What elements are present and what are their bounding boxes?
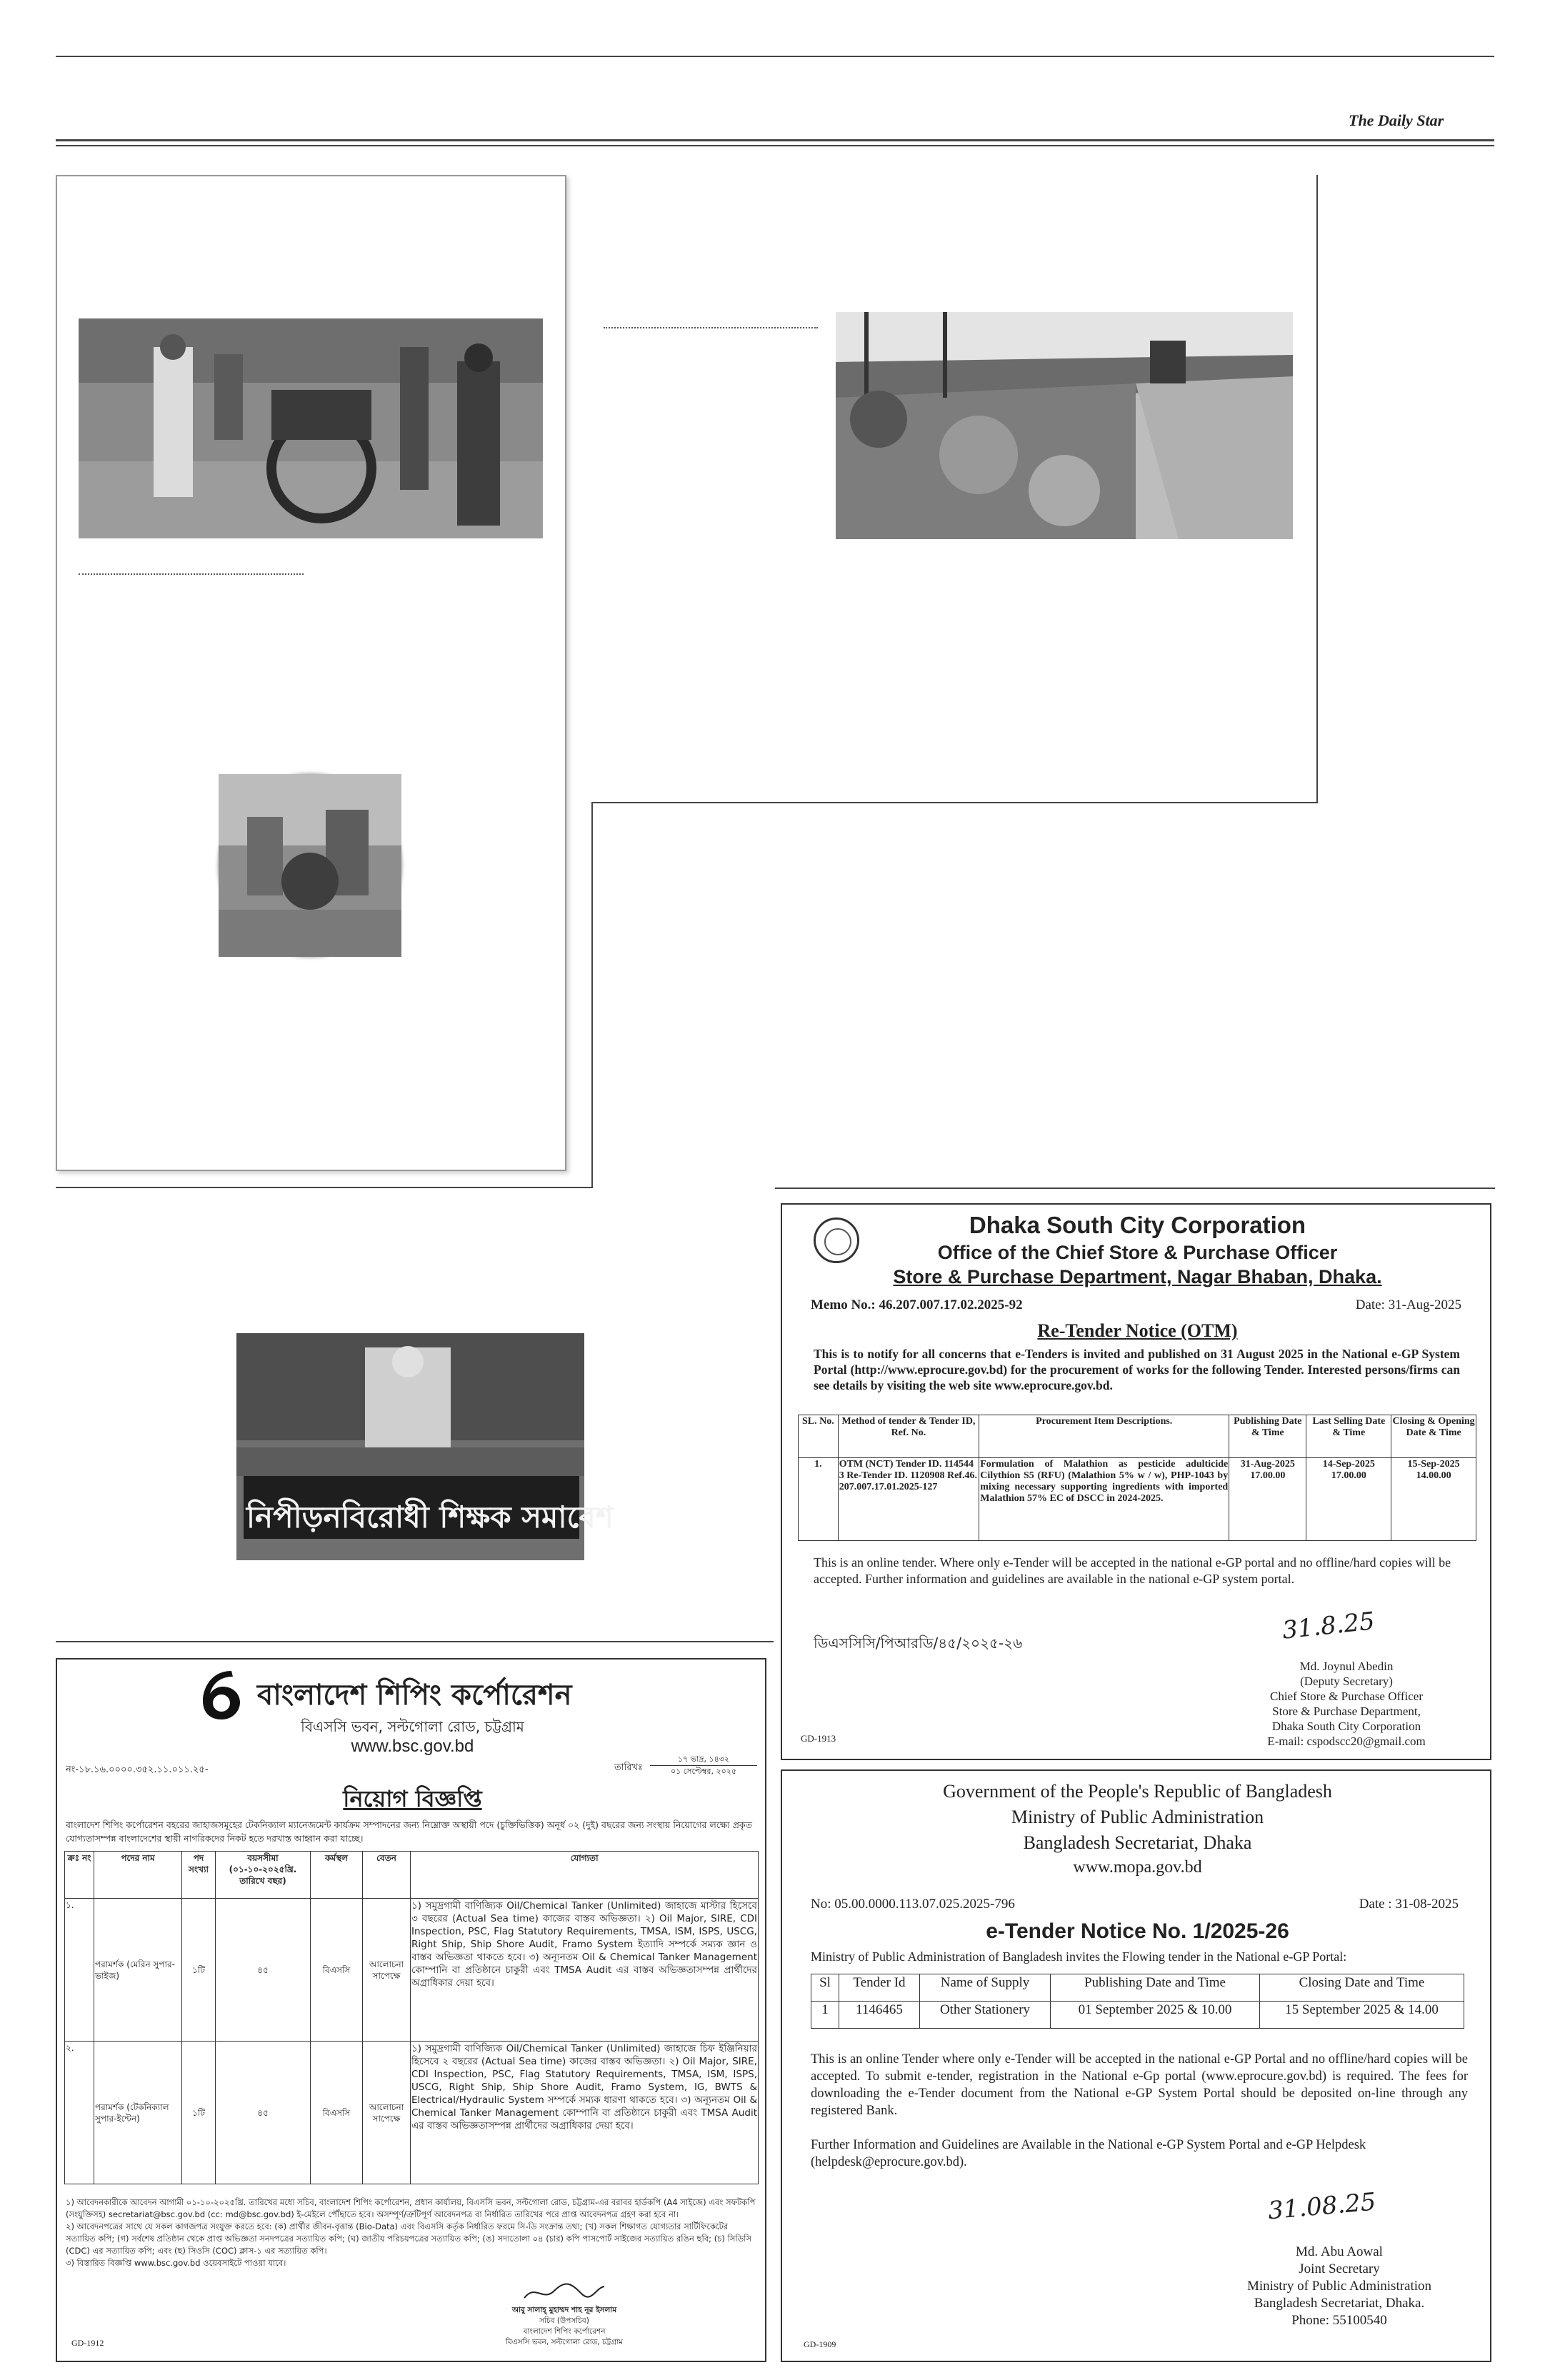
bsc-signer-rank: সচিব (উপসচিব) — [539, 2316, 589, 2325]
mopa-tender-notice — [781, 1769, 1491, 2362]
mopa-signer-address: Bangladesh Secretariat, Dhaka. — [1254, 2296, 1425, 2311]
photo-workers-machine — [79, 318, 543, 538]
dscc-dept: Store & Purchase Department, Nagar Bhaban, Dhaka. — [893, 1266, 1382, 1287]
mopa-signer — [1196, 2244, 1482, 2329]
bsc-td-pay-1: আলোচনা সাপেক্ষে — [363, 1899, 411, 2042]
dscc-th-sl: SL. No. — [799, 1415, 839, 1458]
mopa-td-id: 1146465 — [839, 2002, 920, 2029]
mopa-th-publish: Publishing Date and Time — [1051, 1974, 1260, 2002]
bsc-td-sl-2: ২. — [65, 2042, 94, 2184]
bsc-signer — [457, 2305, 671, 2348]
dscc-memo: Memo No.: 46.207.007.17.02.2025-92 — [811, 1297, 1023, 1312]
mopa-date: Date : 31-08-2025 — [1359, 1897, 1459, 1912]
bsc-note-2: ২) আবেদনপত্রের সাথে যে সকল কাগজপত্র সংযুক্ত করতে হবে: (ক) প্রার্থীর জীবন-বৃত্তান্ত (Bio-Data) এবং বিএসসি কর্তৃক নির্ধারিত ফরমে সি-ডি সংক্রান্ত তথ্য; (খ) সকল শিক্ষাগত যোগ্যতার সার্টিফিকেটের সত্যায়িত কপি; (গ) সর্বশেষ প্রতিষ্ঠান থেকে প্রাপ্ত অভিজ্ঞতা সনদপত্রের সত্যায়িত কপি; (ঘ) জাতীয় পরিচয়পত্রের সত্যায়িত কপি; (ঙ) সদ্যতোলা ০৪ (চার) কপি পাসপোর্ট সাইজের সত্যায়িত রঙিন ছবি; (চ) সিডিসি (CDC) এর সত্যায়িত কপি; এবং (ছ) সিওসি (COC) ক্লাস-১ এর সত্যায়িত কপি। — [66, 2221, 752, 2256]
dscc-heading: Re-Tender Notice (OTM) — [1037, 1320, 1238, 1341]
header-rule-1 — [56, 139, 1494, 141]
bsc-title: বাংলাদেশ শিপিং কর্পোরেশন — [257, 1679, 572, 1712]
dscc-td-method: OTM (NCT) Tender ID. 1145443 Re-Tender ID. 1120908 Ref.46.207.007.17.01.2025-127 — [838, 1458, 979, 1541]
bsc-date-bn: ১৭ ভাদ্র, ১৪৩২ — [650, 1754, 757, 1766]
bsc-signer-name: আবু সালাহ্‌ মুহাম্মদ শাহ নূর ইসলাম — [511, 2306, 617, 2314]
bsc-td-count-2: ১টি — [182, 2042, 216, 2184]
mopa-td-publish: 01 September 2025 & 10.00 — [1051, 2002, 1260, 2029]
dscc-signer-email: E-mail: cspodscc20@gmail.com — [1267, 1734, 1426, 1748]
bsc-signer-address: বিএসসি ভবন, সল্টগোলা রোড, চট্টগ্রাম — [505, 2338, 624, 2346]
mopa-line-2: Ministry of Public Administration — [1011, 1807, 1264, 1827]
dscc-th-closing: Closing & Opening Date & Time — [1391, 1415, 1476, 1458]
dscc-signer-org: Dhaka South City Corporation — [1271, 1719, 1421, 1733]
dscc-signer-name: Md. Joynul Abedin — [1299, 1660, 1394, 1673]
mopa-th-id: Tender Id — [839, 1974, 920, 2002]
bsc-th-sl: ক্রঃ নং — [65, 1852, 94, 1899]
caption-rule-2 — [604, 327, 818, 328]
mopa-th-sl: Sl — [811, 1974, 839, 2002]
mopa-td-closing: 15 September 2025 & 14.00 — [1260, 2002, 1464, 2029]
dscc-table — [798, 1415, 1476, 1541]
section-rule-left — [56, 1641, 774, 1642]
mopa-gd: GD-1909 — [804, 2339, 836, 2349]
bsc-date — [650, 1754, 757, 1777]
mopa-line-3: Bangladesh Secretariat, Dhaka — [1023, 1832, 1252, 1853]
mopa-signer-name: Md. Abu Aowal — [1296, 2244, 1383, 2259]
bsc-th-qual: যোগ্যতা — [411, 1852, 759, 1899]
bsc-td-sl-1: ১. — [65, 1899, 94, 2042]
dscc-th-desc: Procurement Item Descriptions. — [979, 1415, 1229, 1458]
dscc-th-publish: Publishing Date & Time — [1229, 1415, 1306, 1458]
top-rule — [56, 56, 1494, 57]
bsc-intro: বাংলাদেশ শিপিং কর্পোরেশন বহরের জাহাজসমূহের টেকনিক্যাল ম্যানেজমেন্ট কার্যক্রম সম্পাদনের জন্য নিম্নোক্ত অস্থায়ী পদে (চুক্তিভিত্তিক) অনূর্ধ ০২ (দুই) বছরের জন্য সংস্থায় নিয়োগের লক্ষ্যে প্রকৃত যোগ্যতাসম্পন্ন বাংলাদেশের স্থায়ী নাগরিকদের নিকট হতে দরখাস্ত আহ্বান করা যাচ্ছে। — [66, 1819, 753, 1844]
bsc-td-age-2: ৪৫ — [216, 2042, 311, 2184]
dscc-td-desc: Formulation of Malathion as pesticide adulticide Cilythion S5 (RFU) (Malathion 5% w / w), PHP-1043 by mixing necessary supporting ingredients with imported Malathion 57% EC of DSCC in 2024-2025. — [979, 1458, 1229, 1541]
bsc-gd: GD-1912 — [71, 2338, 104, 2348]
bsc-logo — [197, 1667, 246, 1722]
caption-rule-1 — [79, 573, 304, 575]
bsc-td-place-1: বিএসসি — [311, 1899, 363, 2042]
bsc-th-age: বয়সসীমা (০১-১০-২০২৫খ্রি. তারিখে বছর) — [216, 1852, 311, 1899]
bsc-recruitment-notice — [56, 1658, 766, 2362]
mopa-td-supply: Other Stationery — [920, 2002, 1051, 2029]
photo-circular-protest — [219, 774, 401, 957]
bsc-td-post-1: পরামর্শক (মেরিন সুপার-ভাইজ) — [94, 1899, 182, 2042]
mopa-table — [811, 1974, 1464, 2029]
dscc-signer-rank: (Deputy Secretary) — [1300, 1674, 1393, 1688]
dscc-td-selling: 14-Sep-2025 17.00.00 — [1306, 1458, 1391, 1541]
bsc-td-count-1: ১টি — [182, 1899, 216, 2042]
mopa-intro: Ministry of Public Administration of Bangladesh invites the Flowing tender in the National e-GP Portal: — [811, 1949, 1347, 1964]
bsc-notes — [66, 2196, 759, 2269]
banner-text: নিপীড়নবিরোধী শিক্ষক সমাবেশ — [246, 1500, 614, 1535]
dscc-date: Date: 31-Aug-2025 — [1355, 1297, 1461, 1312]
bsc-td-age-1: ৪৫ — [216, 1899, 311, 2042]
mopa-para-1: This is an online Tender where only e-Tender will be accepted in the national e-GP Portal and no offline/hard copies will be accepted. To submit e-tender, registration in the National e-Gp portal (www.eprocure.gov.bd) is required. The fees for downloading the e-Tender document from the National e-GP System Portal should be deposited on-line through any registered Bank. — [811, 2052, 1468, 2118]
dscc-title: Dhaka South City Corporation — [969, 1212, 1306, 1238]
bsc-td-qual-2: ১) সমুদ্রগামী বাণিজ্যিক Oil/Chemical Tanker (Unlimited) জাহাজে চিফ ইঞ্জিনিয়ার হিসেবে ২ বছরের (Actual Sea time) কাজের বাস্তব অভিজ্ঞতা। ২) Oil Major, SIRE, CDI Inspection, PSC, Flag Statutory Requirements, TMSA, ISM, ISPS, USCG, Right Ship, Ship Shore Audit, Framo System, IG, BWTS & Electrical/Hydraulic System সম্পর্কে সম্যক ধারণা থাকতে হবে। ৩) অন্যূনতম Oil & Chemical Tanker Management কোম্পানি বা প্রতিষ্ঠানে চাকুরী এবং TMSA Audit এর বাস্তব অভিজ্ঞতাসম্পন্ন প্রার্থীদের অগ্রাধিকার দেয়া হবে। — [411, 2042, 759, 2184]
mopa-th-supply: Name of Supply — [920, 1974, 1051, 2002]
bsc-date-en: ০১ সেপ্টেম্বর, ২০২৫ — [670, 1767, 737, 1776]
dscc-signature: 31.8.25 — [1281, 1607, 1376, 1645]
section-rule-right — [775, 1188, 1495, 1189]
dscc-td-closing: 15-Sep-2025 14.00.00 — [1391, 1458, 1476, 1541]
article-frame-bottom — [593, 802, 1318, 803]
mopa-no: No: 05.00.0000.113.07.025.2025-796 — [811, 1897, 1015, 1912]
bsc-td-pay-2: আলোচনা সাপেক্ষে — [363, 2042, 411, 2184]
dscc-office: Office of the Chief Store & Purchase Officer — [937, 1242, 1338, 1263]
bsc-th-count: পদ সংখ্যা — [182, 1852, 216, 1899]
dscc-td-sl: 1. — [799, 1458, 839, 1541]
mopa-line-4: www.mopa.gov.bd — [1073, 1858, 1202, 1877]
mopa-td-sl: 1 — [811, 2002, 839, 2029]
dscc-tender-notice — [781, 1203, 1491, 1760]
mopa-signer-phone: Phone: 55100540 — [1291, 2313, 1387, 2328]
header-rule-2 — [56, 145, 1494, 146]
bsc-table — [64, 1851, 759, 2184]
mopa-signer-rank: Joint Secretary — [1299, 2261, 1380, 2276]
dscc-signer — [1211, 1659, 1482, 1749]
mopa-para-2: Further Information and Guidelines are Available in the National e-GP System Portal and e-GP Helpdesk (helpdesk@eprocure.gov.bd). — [811, 2138, 1366, 2169]
mopa-signer-ministry: Ministry of Public Administration — [1246, 2279, 1432, 2294]
mopa-heading: e-Tender Notice No. 1/2025-26 — [986, 1919, 1289, 1943]
bsc-td-qual-1: ১) সমুদ্রগামী বাণিজ্যিক Oil/Chemical Tanker (Unlimited) জাহাজে মাস্টার হিসেবে ৩ বছরের (Actual Sea time) কাজের বাস্তব অভিজ্ঞতা। ২) Oil Major, SIRE, CDI Inspection, PSC, Flag Statutory Requirements, TMSA, ISM, ISPS, USCG, Right Ship, Ship Shore Audit, Framo System ইত্যাদি সম্পর্কে সম্যক জ্ঞান ও বাস্তব অভিজ্ঞতা থাকতে হবে। ৩) অন্যূনতম Oil & Chemical Tanker Management কোম্পানি বা প্রতিষ্ঠানে চাকুরী এবং TMSA Audit এর বাস্তব অভিজ্ঞতাসম্পন্ন প্রার্থীদের অগ্রাধিকার দেয়া হবে। — [411, 1899, 759, 2042]
dscc-signer-title: Chief Store & Purchase Officer — [1269, 1689, 1423, 1703]
bsc-memo: নং-১৮.১৬.০০০০.৩৫২.১১.০১১.২৫- — [66, 1764, 209, 1775]
bsc-heading: নিয়োগ বিজ্ঞপ্তি — [343, 1785, 482, 1812]
mopa-line-1: Government of the People's Republic of Bangladesh — [943, 1781, 1332, 1802]
dscc-td-publish: 31-Aug-2025 17.00.00 — [1229, 1458, 1306, 1541]
article-frame-right — [1316, 175, 1318, 803]
bsc-signer-org: বাংলাদেশ শিপিং কর্পোরেশন — [523, 2327, 606, 2336]
photo-roadside-garbage — [836, 312, 1293, 539]
dscc-gd: GD-1913 — [801, 1733, 836, 1744]
bsc-date-label: তারিখঃ — [614, 1762, 643, 1773]
bsc-web: www.bsc.gov.bd — [351, 1737, 474, 1756]
dscc-th-selling: Last Selling Date & Time — [1306, 1415, 1391, 1458]
bsc-address: বিএসসি ভবন, সল্টগোলা রোড, চট্টগ্রাম — [301, 1718, 524, 1735]
mopa-th-closing: Closing Date and Time — [1260, 1974, 1464, 2002]
dscc-signer-dept: Store & Purchase Department, — [1272, 1704, 1421, 1718]
bsc-td-place-2: বিএসসি — [311, 2042, 363, 2184]
bsc-th-post: পদের নাম — [94, 1852, 182, 1899]
bsc-signature-mark — [521, 2281, 607, 2304]
masthead-brand: The Daily Star — [1349, 111, 1444, 129]
dscc-th-method: Method of tender & Tender ID, Ref. No. — [838, 1415, 979, 1458]
bsc-th-pay: বেতন — [363, 1852, 411, 1899]
dscc-footer-text: This is an online tender. Where only e-Tender will be accepted in the national e-GP portal and no offline/hard copies will be accepted. Further information and guidelines are available in the national e-GP system portal. — [814, 1555, 1451, 1586]
dscc-intro: This is to notify for all concerns that e-Tenders is invited and published on 31 August 2025 in the National e-GP System Portal (http://www.eprocure.gov.bd) for the procurement of works for the following Tender. Interested persons/firms can see details by visiting the web site www.eprocure.gov.bd. — [814, 1347, 1460, 1392]
article-frame-vert — [591, 802, 593, 1188]
bsc-td-post-2: পরামর্শক (টেকনিক্যাল সুপার-ইন্টেন) — [94, 2042, 182, 2184]
article-frame-bottom-left — [56, 1187, 593, 1188]
bsc-note-3: ৩) বিস্তারিত বিজ্ঞপ্তি www.bsc.gov.bd ওয়েবসাইটে পাওয়া যাবে। — [66, 2258, 286, 2268]
mopa-signature: 31.08.25 — [1266, 2187, 1377, 2226]
dscc-bn-ref: ডিএসসিসি/পিআরডি/৪৫/২০২৫-২৬ — [814, 1635, 1023, 1652]
bsc-note-1: ১) আবেদনকারীকে আবেদন আগামী ০১-১০-২০২৫খ্রি. তারিখের মধ্যে সচিব, বাংলাদেশ শিপিং কর্পোরেশন, প্রধান কার্যালয়, বিএসসি ভবন, সল্টগোলা রোড, চট্টগ্রাম-এর বরাবর হার্ডকপি (A4 সাইজে) এবং সফটকপি (সংযুক্তিসহ) secretariat@bsc.gov.bd (cc: md@bsc.gov.bd) ই-মেইলে পৌঁছাতে হবে। অসম্পূর্ণ/ত্রুটিপূর্ণ আবেদনপত্র বা নির্ধারিত তারিখের পরে প্রাপ্ত আবেদনপত্র গ্রহণ করা হবে না। — [66, 2197, 756, 2219]
bsc-th-place: কর্মস্থল — [311, 1852, 363, 1899]
